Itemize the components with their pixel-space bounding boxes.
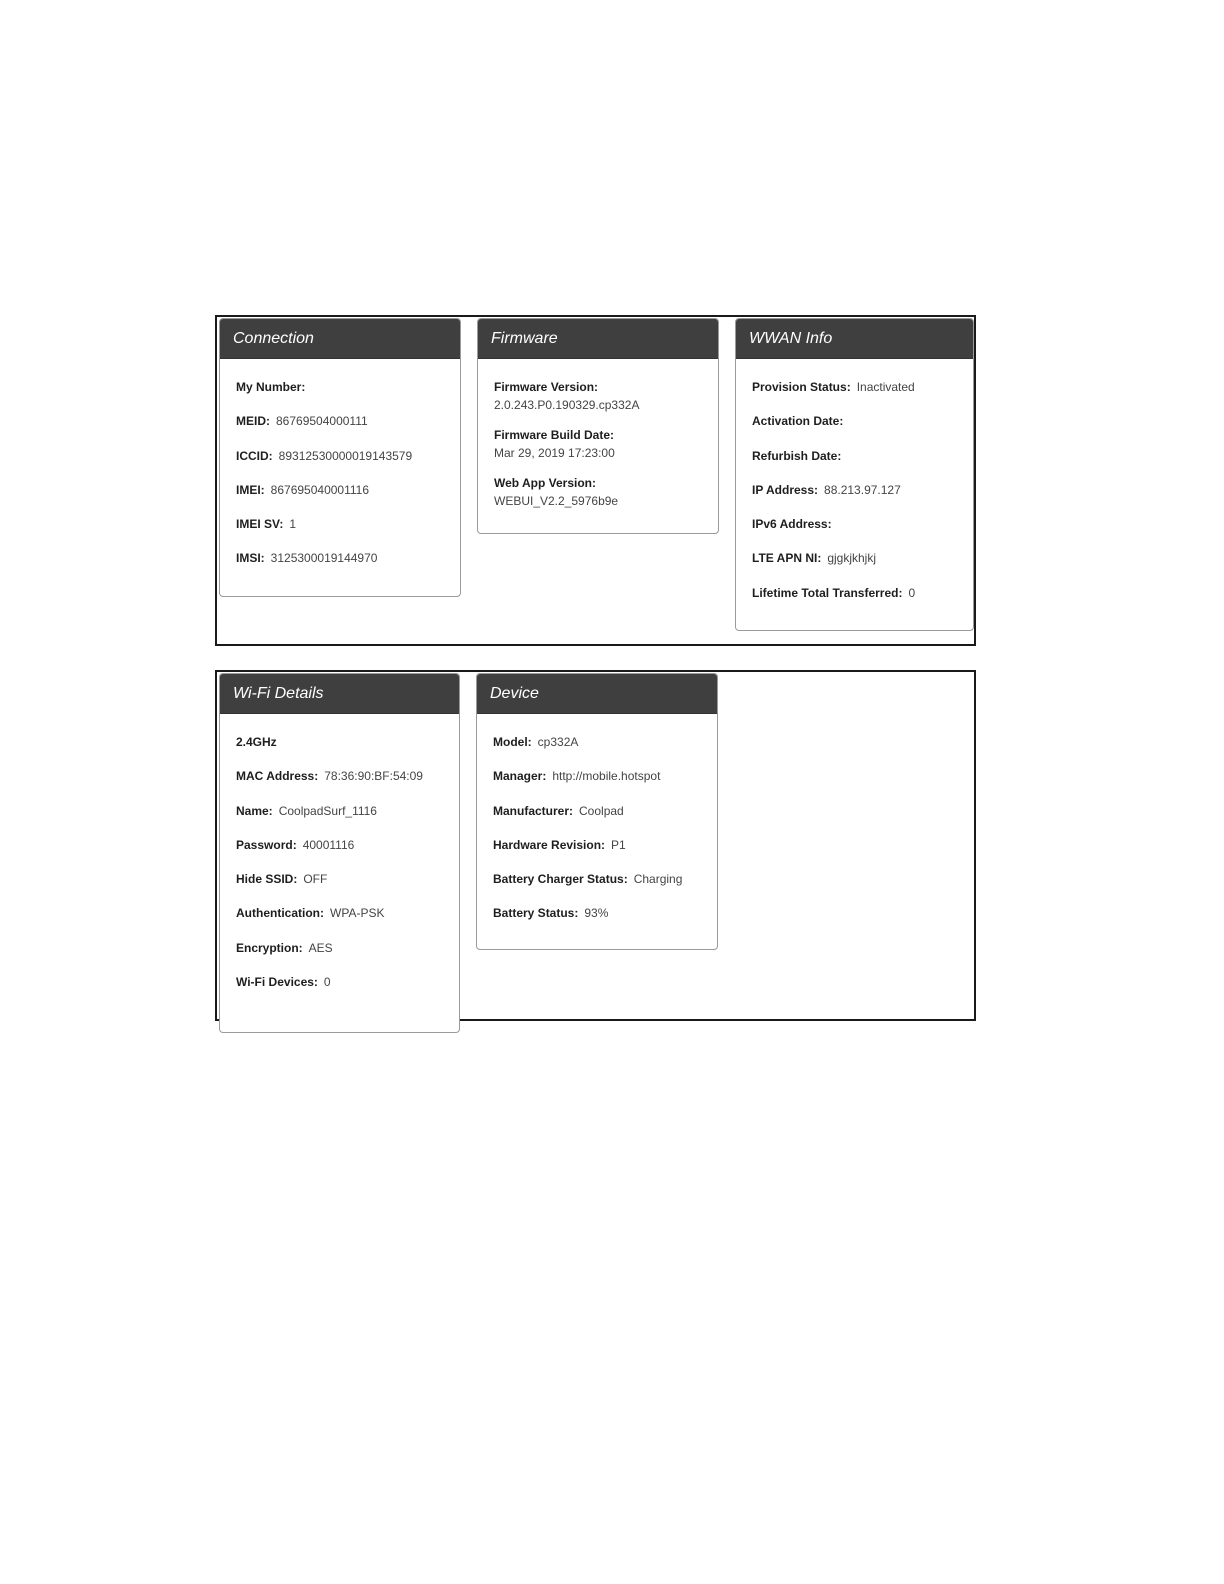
field-value: 1: [289, 517, 297, 532]
wifi-row-hide-ssid: [236, 871, 443, 905]
firmware-card: [477, 318, 719, 534]
field-value: cp332A: [537, 735, 579, 749]
field-label: IMEI:: [236, 482, 265, 497]
field-value: AES: [308, 940, 333, 955]
field-value: Coolpad: [579, 803, 624, 818]
wwan-row-activation-date: [752, 413, 957, 447]
field-label: 2.4GHz: [236, 735, 277, 749]
field-value: 89312530000019143579: [278, 448, 413, 463]
field-value: 867695040001116: [270, 482, 369, 497]
connection-row-imei-sv: [236, 516, 444, 550]
firmware-row-web-app-version: [494, 475, 702, 523]
field-label: Name:: [236, 803, 273, 818]
field-value: WPA-PSK: [330, 906, 385, 921]
field-label: Lifetime Total Transferred:: [752, 585, 903, 600]
field-label: Firmware Version:: [494, 380, 599, 394]
firmware-row-build-date: [494, 427, 702, 475]
field-label: Manager:: [493, 769, 547, 784]
field-value: 2.0.243.P0.190329.cp332A: [494, 398, 640, 412]
field-value: P1: [611, 837, 626, 852]
field-label: ICCID:: [236, 448, 273, 463]
field-value: 86769504000111: [276, 414, 368, 429]
field-value: Mar 29, 2019 17:23:00: [494, 446, 615, 460]
device-card-title: Device: [477, 674, 717, 714]
device-row-battery-charger-status: [493, 871, 701, 905]
field-label: Encryption:: [236, 940, 303, 955]
wifi-details-card-title: Wi-Fi Details: [220, 674, 459, 714]
wwan-row-lifetime-total-transferred: [752, 585, 957, 619]
field-label: Refurbish Date:: [752, 448, 842, 463]
field-value: 0: [323, 975, 331, 990]
firmware-row-version: [494, 379, 702, 427]
field-value: WEBUI_V2.2_5976b9e: [494, 494, 619, 508]
field-label: Hardware Revision:: [493, 837, 606, 852]
field-value: gjgkjkhjkj: [827, 551, 877, 566]
wwan-row-provision-status: [752, 379, 957, 413]
field-label: Battery Status:: [493, 906, 579, 921]
field-label: LTE APN NI:: [752, 551, 822, 566]
field-label: MEID:: [236, 414, 270, 429]
device-row-model: [493, 734, 701, 768]
wwan-row-ip-address: [752, 482, 957, 516]
device-row-manager: [493, 768, 701, 802]
field-value: 78:36:90:BF:54:09: [324, 769, 423, 784]
field-label: IMSI:: [236, 551, 265, 566]
field-label: Model:: [493, 735, 532, 749]
device-row-hardware-revision: [493, 837, 701, 871]
field-value: 0: [908, 585, 916, 600]
device-row-manufacturer: [493, 803, 701, 837]
field-label: Password:: [236, 837, 297, 852]
top-panel-frame: [215, 315, 976, 646]
field-label: Firmware Build Date:: [494, 428, 615, 442]
wifi-row-name: [236, 803, 443, 837]
field-label: Authentication:: [236, 906, 324, 921]
field-label: IMEI SV:: [236, 517, 284, 532]
connection-row-imsi: [236, 550, 444, 584]
connection-card: [219, 318, 461, 597]
wifi-row-mac-address: [236, 768, 443, 802]
connection-row-meid: [236, 413, 444, 447]
field-label: IPv6 Address:: [752, 517, 832, 532]
wwan-row-refurbish-date: [752, 448, 957, 482]
field-value: Inactivated: [856, 380, 915, 394]
field-label: Battery Charger Status:: [493, 872, 628, 887]
wifi-row-band: [236, 734, 443, 768]
field-label: MAC Address:: [236, 769, 319, 784]
wifi-details-card: [219, 673, 460, 1033]
field-label: Manufacturer:: [493, 803, 574, 818]
wifi-row-password: [236, 837, 443, 871]
field-value: 88.213.97.127: [824, 482, 901, 497]
field-value: CoolpadSurf_1116: [278, 803, 377, 818]
field-value: 93%: [584, 906, 609, 921]
wwan-info-card-title: WWAN Info: [736, 319, 973, 359]
field-value: 3125300019144970: [270, 551, 378, 566]
field-value: Charging: [633, 872, 683, 887]
wwan-info-card: [735, 318, 974, 631]
field-value: OFF: [303, 872, 328, 887]
device-row-battery-status: [493, 905, 701, 939]
field-value: http://mobile.hotspot: [552, 769, 661, 784]
connection-row-imei: [236, 482, 444, 516]
connection-row-my-number: [236, 379, 444, 413]
wifi-row-authentication: [236, 905, 443, 939]
field-label: Web App Version:: [494, 476, 597, 490]
wifi-row-wifi-devices: [236, 974, 443, 1008]
device-card: [476, 673, 718, 950]
connection-row-iccid: [236, 448, 444, 482]
field-value: 40001116: [302, 837, 355, 852]
field-label: Hide SSID:: [236, 872, 298, 887]
field-label: My Number:: [236, 380, 306, 394]
field-label: Provision Status:: [752, 380, 851, 394]
field-label: IP Address:: [752, 482, 819, 497]
bottom-panel-frame: [215, 670, 976, 1021]
field-label: Wi-Fi Devices:: [236, 975, 318, 990]
wwan-row-lte-apn-ni: [752, 550, 957, 584]
wifi-row-encryption: [236, 940, 443, 974]
field-label: Activation Date:: [752, 414, 844, 429]
wwan-row-ipv6-address: [752, 516, 957, 550]
firmware-card-title: Firmware: [478, 319, 718, 359]
connection-card-title: Connection: [220, 319, 460, 359]
